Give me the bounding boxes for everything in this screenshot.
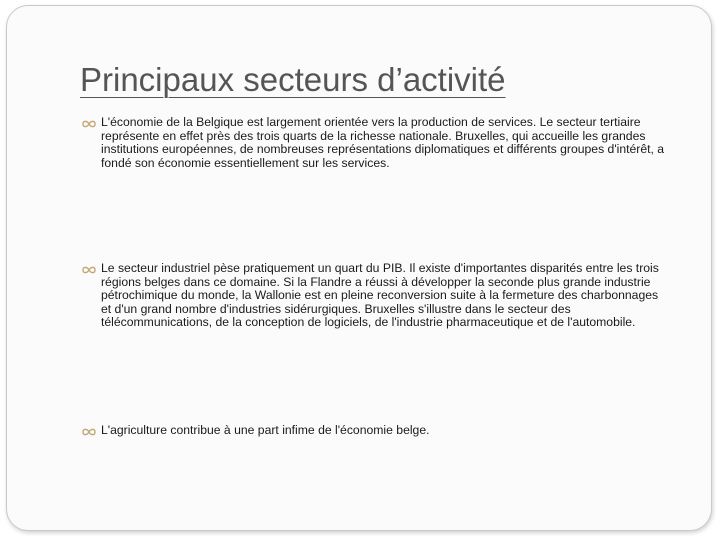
bullet-text: L'agriculture contribue à une part infime de l'économie belge.	[101, 423, 430, 437]
slide-title: Principaux secteurs d’activité	[80, 61, 506, 98]
infinity-icon	[80, 117, 98, 131]
bullet-text: L'économie de la Belgique est largement orientée vers la production de services. Le secteur tertiaire représente en effet près des trois quarts de la richesse nationale. Bruxelles, qui accueille les grandes institutions européennes, de nombreuses représentations diplomatiques et différents groupes d'intérêt, a fondé son économie essentiellement sur les services.	[101, 115, 665, 170]
bullet-item	[80, 262, 670, 330]
infinity-icon	[80, 263, 98, 277]
bullet-item	[80, 116, 670, 170]
bullet-text: Le secteur industriel pèse pratiquement un quart du PIB. Il existe d'importantes disparités entre les trois régions belges dans ce domaine. Si la Flandre a réussi à développer la seconde plus grande industrie pétrochimique du monde, la Wallonie est en pleine reconversion suite à la fermeture des charbonnages et d'un grand nombre d'industries sidérurgiques. Bruxelles s'illustre dans le secteur des télécommunications, de la conception de logiciels, de l'industrie pharmaceutique et de l'automobile.	[101, 261, 659, 330]
bullet-item	[80, 424, 670, 439]
infinity-icon	[80, 425, 98, 439]
